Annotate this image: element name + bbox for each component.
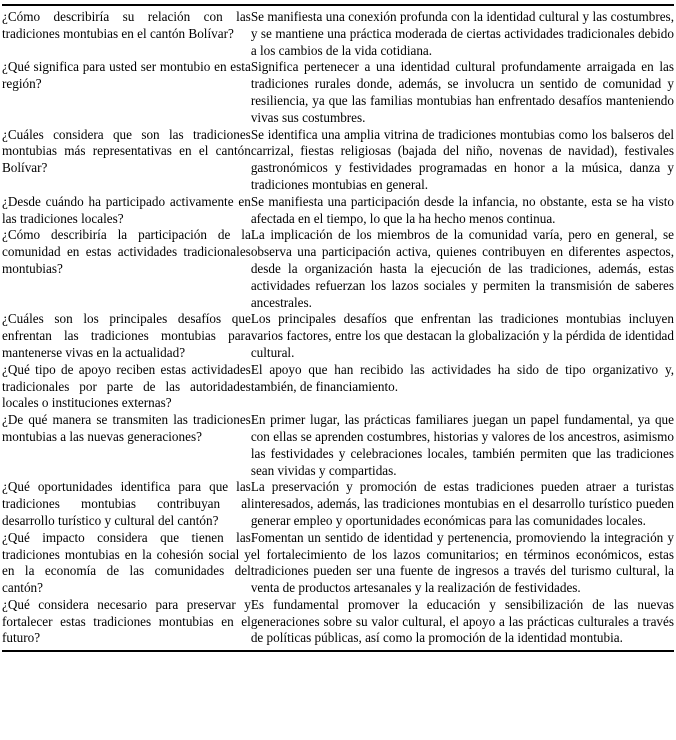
table-row — [2, 311, 674, 361]
answer-cell: La implicación de los miembros de la comunidad varía, pero en general, se observa una participación activa, quienes contribuyen en diferentes aspectos, desde la organización hasta la ejecución de las tradiciones, además, estas actividades refuerzan los lazos sociales y permiten la transmisión de saberes ancestrales. — [250, 227, 674, 310]
question-cell: ¿Cuáles considera que son las tradiciones montubias más representativas en el cantón Bolívar? — [2, 126, 251, 176]
table-row — [2, 5, 674, 59]
question-cell: ¿Desde cuándo ha participado activamente en las tradiciones locales? — [2, 193, 251, 226]
answer-cell: Se identifica una amplia vitrina de tradiciones montubias como los balseros del carrizal, fiestas religiosas (bajada del niño, novenas de navidad), festivales gastronómicos y festividades programadas en honor a la música, danza y tradiciones montubias en general. — [250, 126, 674, 192]
answer-cell: Fomentan un sentido de identidad y pertenencia, promoviendo la integración y el fortalecimiento de los lazos comunitarios; en términos económicos, estas tradiciones pueden ser una fuente de ingresos a través del turismo cultural, la venta de productos artesanales y la realización de festividades. — [250, 529, 674, 596]
question-cell: ¿Qué significa para usted ser montubio en esta región? — [2, 59, 251, 92]
table-row — [2, 59, 674, 126]
answer-cell: Los principales desafíos que enfrentan las tradiciones montubias incluyen varios factores, entre los que destacan la globalización y la pérdida de identidad cultural. — [250, 311, 674, 360]
answer-cell: Se manifiesta una conexión profunda con la identidad cultural y las costumbres, y se mantiene una práctica moderada de ciertas actividades tradicionales debido a los cambios de la vida cotidiana. — [250, 9, 674, 58]
interview-qa-table — [2, 4, 674, 652]
question-cell: ¿Qué oportunidades identifica para que las tradiciones montubias contribuyan al desarrollo turístico y cultural del cantón? — [2, 479, 251, 528]
table-row — [2, 412, 674, 479]
answer-cell: El apoyo que han recibido las actividades ha sido de tipo organizativo y, también, de financiamiento. — [250, 361, 674, 394]
answer-cell: La preservación y promoción de estas tradiciones pueden atraer a turistas interesados, además, las tradiciones montubias en el desarrollo turístico pueden generar empleo y oportunidades económicas para las comunidades locales. — [250, 479, 674, 528]
question-cell: ¿Cómo describiría la participación de la comunidad en estas actividades tradicionales montubias? — [2, 227, 251, 276]
answer-cell: Se manifiesta una participación desde la infancia, no obstante, esta se ha visto afectada en el tiempo, lo que la ha hecho menos continua. — [250, 193, 674, 226]
table-row — [2, 227, 674, 311]
answer-cell: Significa pertenecer a una identidad cultural profundamente arraigada en las tradiciones rurales donde, además, se involucra un sentido de comunidad y resiliencia, ya que las familias montubias han enfrentado desafíos manteniendo vivas sus costumbres. — [250, 59, 674, 125]
table-row — [2, 194, 674, 228]
answer-cell: En primer lugar, las prácticas familiares juegan un papel fundamental, ya que con ellas se aprenden costumbres, historias y valores de los ancestros, asimismo las festividades y celebraciones locales, también permiten que las tradiciones sean vividas y compartidas. — [250, 412, 674, 478]
question-cell: ¿Qué considera necesario para preservar y fortalecer estas tradiciones montubias en el futuro? — [2, 596, 251, 646]
table-row — [2, 127, 674, 194]
question-cell: ¿Qué tipo de apoyo reciben estas actividades tradicionales por parte de las autoridades locales o instituciones externas? — [2, 361, 251, 411]
question-cell: ¿De qué manera se transmiten las tradiciones montubias a las nuevas generaciones? — [2, 412, 251, 444]
question-cell: ¿Cómo describiría su relación con las tradiciones montubias en el cantón Bolívar? — [2, 9, 251, 41]
table-row — [2, 362, 674, 412]
question-cell: ¿Cuáles son los principales desafíos que enfrentan las tradiciones montubias para mantenerse vivas en la actualidad? — [2, 311, 251, 360]
table-row — [2, 597, 674, 651]
table-row — [2, 479, 674, 529]
interview-qa-table-body — [2, 5, 674, 651]
answer-cell: Es fundamental promover la educación y sensibilización de las nuevas generaciones sobre su valor cultural, el apoyo a las prácticas culturales a través de políticas públicas, así como la promoción de la identidad montubia. — [250, 596, 674, 646]
question-cell: ¿Qué impacto considera que tienen las tradiciones montubias en la cohesión social y en la economía de las comunidades del cantón? — [2, 529, 251, 596]
table-row — [2, 530, 674, 597]
